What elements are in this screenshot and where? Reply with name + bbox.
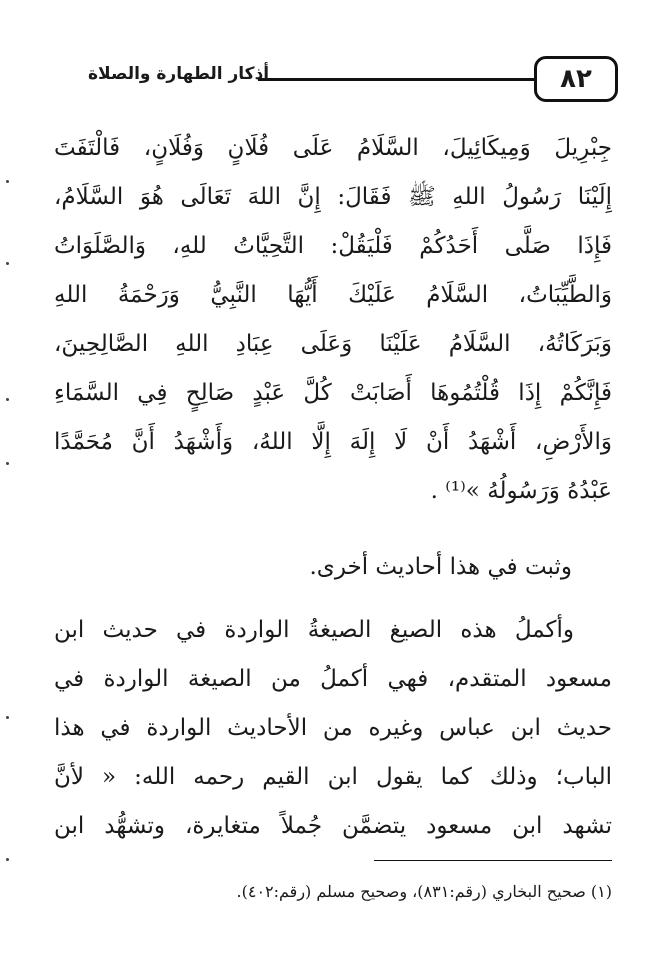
header-rule [258, 78, 534, 81]
text-line: وَالطَّيِّبَاتُ، السَّلَامُ عَلَيْكَ أَيُّهَا النَّبِيُّ وَرَحْمَةُ اللهِ [54, 282, 612, 308]
scan-speck [6, 398, 9, 401]
scan-speck [6, 858, 9, 861]
page-number: ٨٢ [534, 56, 618, 102]
text-line: وأكملُ هذه الصيغ الصيغةُ الواردة في حديث ابن [54, 617, 574, 643]
text-line: مسعود المتقدم، فهي أكملُ من الصيغة الواردة في [54, 666, 612, 692]
text-line: وَالأَرْضِ، أَشْهَدُ أَنْ لَا إِلَهَ إِلَّا اللهُ، وَأَشْهَدُ أَنَّ مُحَمَّدًا [54, 429, 612, 455]
paragraph [54, 606, 612, 851]
text-line: وَبَرَكَاتُهُ، السَّلَامُ عَلَيْنَا وَعَلَى عِبَادِ اللهِ الصَّالِحِينَ، [54, 331, 612, 357]
paragraph: وثبت في هذا أحاديث أخرى. [309, 554, 572, 580]
text-line: حديث ابن عباس وغيره من الأحاديث الواردة في هذا [54, 715, 612, 741]
text-line: فَإِذَا صَلَّى أَحَدُكُمْ فَلْيَقُلْ: التَّحِيَّاتُ للهِ، وَالصَّلَوَاتُ [54, 233, 612, 259]
text-line: تشهد ابن مسعود يتضمَّن جُملاً متغايرة، وتشهُّد ابن [54, 813, 612, 839]
text-line: فَإِنَّكُمْ إِذَا قُلْتُمُوهَا أَصَابَتْ كُلَّ عَبْدٍ صَالِحٍ فِي السَّمَاءِ [54, 380, 612, 406]
text-line: إِلَيْنَا رَسُولُ اللهِ ﷺ فَقَالَ: إِنَّ اللهَ تَعَالَى هُوَ السَّلَامُ، [54, 184, 612, 210]
text-line: عَبْدُهُ وَرَسُولُهُ »⁽¹⁾ . [430, 478, 612, 504]
footnote: (١) صحيح البخاري (رقم:٨٣١)، وصحيح مسلم (رقم:٤٠٢). [236, 882, 612, 901]
text-line: الباب؛ وذلك كما يقول ابن القيم رحمه الله: « لأنَّ [54, 764, 612, 790]
scan-speck [6, 462, 9, 465]
page-header [78, 56, 618, 104]
scan-speck [6, 180, 9, 183]
scan-speck [6, 716, 9, 719]
footnote-rule [374, 860, 612, 861]
hadith-text [54, 124, 612, 516]
running-title: أذكار الطهارة والصلاة [88, 64, 270, 84]
scan-speck [6, 262, 9, 265]
text-line: جِبْرِيلَ وَمِيكَائِيلَ، السَّلَامُ عَلَى فُلَانٍ وَفُلَانٍ، فَالْتَفَتَ [54, 135, 612, 161]
